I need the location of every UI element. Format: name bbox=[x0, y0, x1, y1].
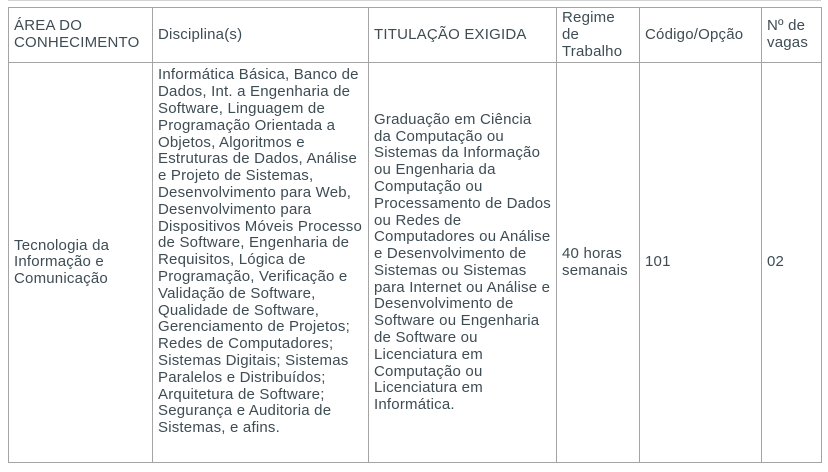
table-header bbox=[9, 8, 822, 63]
table-row bbox=[9, 63, 822, 463]
cell-area-conhecimento: Tecnologia da Informação e Comunicação bbox=[9, 63, 153, 463]
table-body bbox=[9, 63, 822, 463]
header-num-vagas: Nº de vagas bbox=[762, 8, 822, 63]
cell-disciplinas: Informática Básica, Banco de Dados, Int. a Engenharia de Software, Linguagem de Programação Orientada a Objetos, Algoritmos e Estruturas de Dados, Análise e Projeto de Sistemas, Desenvolvimento para Web, Desenvolvimento para Dispositivos Móveis Processo de Software, Engenharia de Requisitos, Lógica de Programação, Verificação e Validação de Software, Qualidade de Software, Gerenciamento de Projetos; Redes de Computadores; Sistemas Digitais; Sistemas Paralelos e Distribuídos; Arquitetura de Software; Segurança e Auditoria de Sistemas, e afins. bbox=[153, 63, 369, 463]
cell-regime-trabalho: 40 horas semanais bbox=[557, 63, 640, 463]
cell-codigo-opcao: 101 bbox=[640, 63, 762, 463]
cell-num-vagas: 02 bbox=[762, 63, 822, 463]
header-area-conhecimento: ÁREA DO CONHECIMENTO bbox=[9, 8, 153, 63]
header-row bbox=[9, 8, 822, 63]
header-titulacao-exigida: TITULAÇÃO EXIGIDA bbox=[369, 8, 557, 63]
header-codigo-opcao: Código/Opção bbox=[640, 8, 762, 63]
cell-titulacao-exigida: Graduação em Ciência da Computação ou Sistemas da Informação ou Engenharia da Computação ou Processamento de Dados ou Redes de Computadores ou Análise e Desenvolvimento de Sistemas ou Sistemas para Internet ou Análise e Desenvolvimento de Software ou Engenharia de Software ou Licenciatura em Computação ou Licenciatura em Informática. bbox=[369, 63, 557, 463]
header-regime-trabalho: Regime de Trabalho bbox=[557, 8, 640, 63]
cropped-row-divider bbox=[8, 0, 821, 1]
header-disciplinas: Disciplina(s) bbox=[153, 8, 369, 63]
vacancies-table bbox=[8, 7, 822, 463]
